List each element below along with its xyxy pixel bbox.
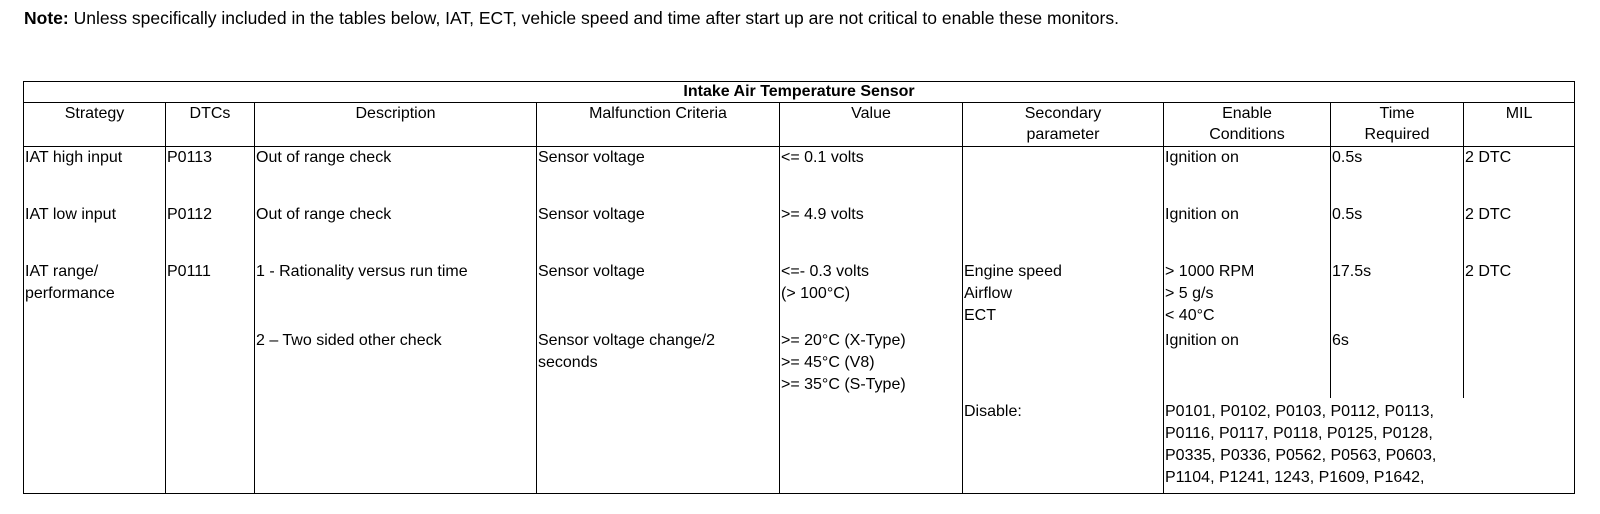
cell-value: >= 20°C (X-Type) >= 45°C (V8) >= 35°C (S-Type) xyxy=(780,330,963,399)
cell-malfunction: Sensor voltage xyxy=(537,261,780,330)
cell-time: 0.5s xyxy=(1331,147,1464,205)
cell-dtcs xyxy=(166,330,255,399)
header-mil: MIL xyxy=(1464,103,1575,147)
cell-value: >= 4.9 volts xyxy=(780,204,963,261)
cell-time: 6s xyxy=(1331,330,1464,399)
cell-strategy xyxy=(24,398,166,493)
cell-dtcs xyxy=(166,398,255,493)
cell-secondary xyxy=(963,204,1164,261)
cell-enable: > 1000 RPM > 5 g/s < 40°C xyxy=(1164,261,1331,330)
cell-dtcs: P0113 xyxy=(166,147,255,205)
cell-malfunction xyxy=(537,398,780,493)
cell-mil: 2 DTC xyxy=(1464,147,1575,205)
header-strategy: Strategy xyxy=(24,103,166,147)
cell-enable: Ignition on xyxy=(1164,330,1331,399)
cell-strategy: IAT high input xyxy=(24,147,166,205)
cell-description: Out of range check xyxy=(255,204,537,261)
cell-disable-dtc-list: P0101, P0102, P0103, P0112, P0113, P0116, P0117, P0118, P0125, P0128, P0335, P0336, P0562, P0563, P0603, P1104, P1241, 1243, P1609, P1642, xyxy=(1164,398,1575,493)
cell-mil xyxy=(1464,330,1575,399)
cell-malfunction: Sensor voltage change/2 seconds xyxy=(537,330,780,399)
cell-strategy: IAT low input xyxy=(24,204,166,261)
note-text: Unless specifically included in the tables below, IAT, ECT, vehicle speed and time after start up are not critical to enable these monitors. xyxy=(68,8,1119,28)
cell-enable: Ignition on xyxy=(1164,147,1331,205)
cell-time: 0.5s xyxy=(1331,204,1464,261)
cell-mil: 2 DTC xyxy=(1464,204,1575,261)
cell-dtcs: P0111 xyxy=(166,261,255,330)
header-enable-conditions: Enable Conditions xyxy=(1164,103,1331,147)
table-row xyxy=(24,261,1575,330)
cell-description: 2 – Two sided other check xyxy=(255,330,537,399)
table-caption: Intake Air Temperature Sensor xyxy=(24,82,1575,103)
table-row xyxy=(24,398,1575,493)
iat-sensor-table xyxy=(23,81,1575,494)
header-secondary-parameter: Secondary parameter xyxy=(963,103,1164,147)
cell-secondary xyxy=(963,330,1164,399)
cell-value xyxy=(780,398,963,493)
table-row xyxy=(24,204,1575,261)
cell-enable: Ignition on xyxy=(1164,204,1331,261)
table-row xyxy=(24,147,1575,205)
cell-description xyxy=(255,398,537,493)
header-value: Value xyxy=(780,103,963,147)
header-time-required: Time Required xyxy=(1331,103,1464,147)
cell-secondary: Engine speed Airflow ECT xyxy=(963,261,1164,330)
header-dtcs: DTCs xyxy=(166,103,255,147)
cell-strategy xyxy=(24,330,166,399)
note-paragraph xyxy=(24,8,1119,29)
cell-time: 17.5s xyxy=(1331,261,1464,330)
cell-strategy: IAT range/ performance xyxy=(24,261,166,330)
cell-malfunction: Sensor voltage xyxy=(537,204,780,261)
cell-secondary: Disable: xyxy=(963,398,1164,493)
cell-value: <= 0.1 volts xyxy=(780,147,963,205)
cell-malfunction: Sensor voltage xyxy=(537,147,780,205)
cell-dtcs: P0112 xyxy=(166,204,255,261)
cell-mil: 2 DTC xyxy=(1464,261,1575,330)
header-description: Description xyxy=(255,103,537,147)
note-label: Note: xyxy=(24,8,69,28)
cell-secondary xyxy=(963,147,1164,205)
cell-description: 1 - Rationality versus run time xyxy=(255,261,537,330)
cell-description: Out of range check xyxy=(255,147,537,205)
cell-value: <=- 0.3 volts (> 100°C) xyxy=(780,261,963,330)
table-row xyxy=(24,330,1575,399)
header-malfunction-criteria: Malfunction Criteria xyxy=(537,103,780,147)
